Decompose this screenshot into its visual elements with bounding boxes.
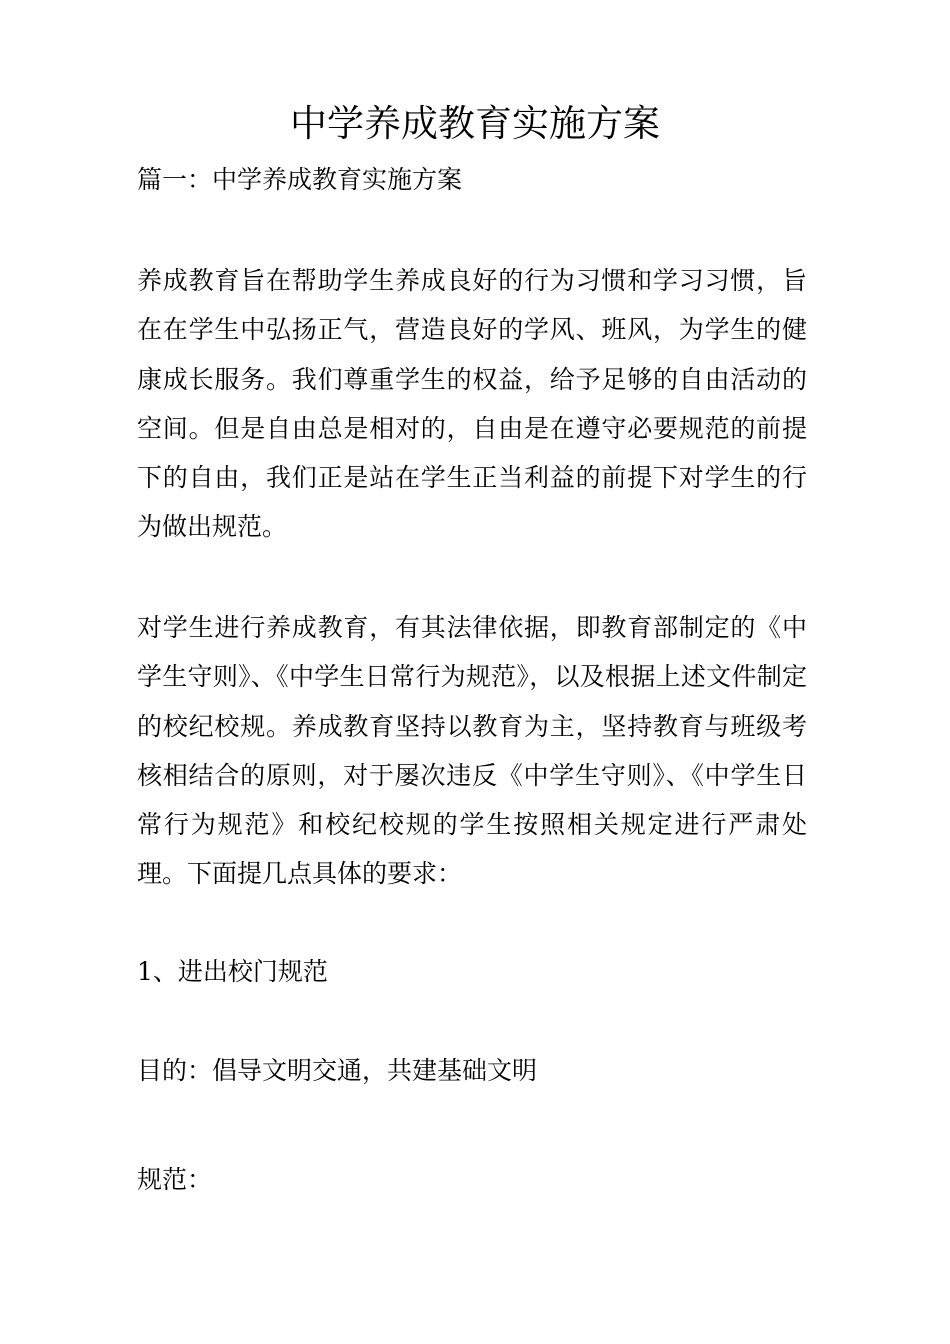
norms-label: 规范：	[137, 1165, 213, 1194]
document-title: 中学养成教育实施方案	[290, 102, 660, 145]
paragraph-intro: 养成教育旨在帮助学生养成良好的行为习惯和学习习惯，旨在在学生中弘扬正气，营造良好的学风、班风，为学生的健康成长服务。我们尊重学生的权益，给予足够的自由活动的空间。但是自由总是相对的，自由是在遵守必要规范的前提下的自由，我们正是站在学生正当利益的前提下对学生的行为做出规范。	[137, 266, 807, 542]
document-subtitle: 篇一：中学养成教育实施方案	[137, 165, 463, 194]
purpose-line: 目的：倡导文明交通，共建基础文明	[137, 1056, 538, 1085]
section-heading: 1、进出校门规范	[137, 957, 328, 986]
paragraph-legal-basis: 对学生进行养成教育，有其法律依据，即教育部制定的《中学生守则》、《中学生日常行为规范》，以及根据上述文件制定的校纪校规。养成教育坚持以教育为主，坚持教育与班级考核相结合的原则，对于屡次违反《中学生守则》、《中学生日常行为规范》和校纪校规的学生按照相关规定进行严肃处理。下面提几点具体的要求：	[137, 613, 807, 889]
